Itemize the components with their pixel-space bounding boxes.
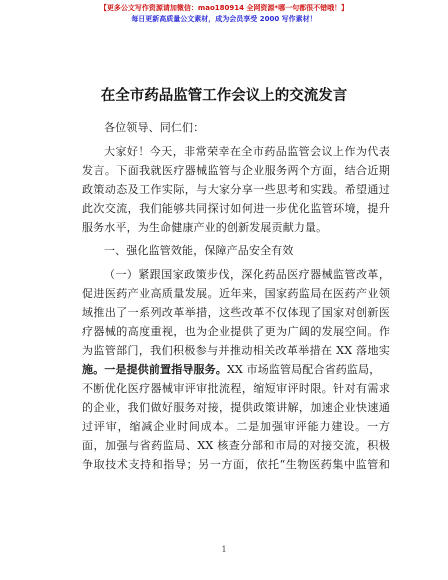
paragraph-1-line: 服务水平，为生命健康产业的创新发展贡献力量。 — [82, 221, 328, 234]
document-title: 在全市药品监管工作会议上的交流发言 — [100, 88, 348, 104]
paragraph-2-line: 的企业，我们做好服务对接，提供政策讲解，加速企业快速通 — [82, 401, 390, 414]
paragraph-2-line: 不断优化医疗器械审评审批流程，缩短审评时限。针对有需求 — [82, 382, 390, 395]
paragraph-1-line: 政策动态及工作实际，与大家分享一些思考和实践。希望通过 — [82, 183, 390, 196]
promo-banner-line-2: 每日更新高质量公文素材，成为会员享受 2000 写作素材！ — [131, 15, 317, 23]
promo-banner-line-1: 【更多公文写作资源请加微信：mao180914 全网资源*哪一句都很不错哦！】 — [99, 4, 349, 12]
section-heading-1: 一、强化监管效能，保障产品安全有效 — [104, 244, 294, 257]
paragraph-2-line: 争取技术支持和指导；另一方面，依托“生物医药集中监管和 — [82, 458, 390, 471]
paragraph-2-line: 为监管部门，我们积极参与并推动相关改革举措在 XX 落地实 — [82, 344, 390, 357]
paragraph-2-line: 面，加强与省药监局、XX 核查分部和市局的对接交流，积极 — [82, 439, 390, 452]
page-number: 1 — [221, 545, 227, 554]
paragraph-2-line: 疗器械的高度重视，也为企业提供了更为广阔的发展空间。作 — [82, 325, 390, 338]
paragraph-2-line: 促进医药产业高质量发展。近年来，国家药监局在医药产业领 — [82, 287, 390, 300]
paragraph-2-line: 域推出了一系列改革举措，这些改革不仅体现了国家对创新医 — [82, 306, 390, 319]
salutation: 各位领导、同仁们： — [104, 121, 205, 134]
paragraph-2-line: 过评审，缩减企业时间成本。二是加强审评能力建设。一方 — [82, 420, 390, 433]
normal-text: XX 市场监管局配合省药监局， — [226, 363, 381, 376]
paragraph-2-line: （一）紧跟国家政策步伐，深化药品医疗器械监管改革， — [104, 268, 390, 281]
paragraph-1-line: 此次交流，我们能够共同探讨如何进一步优化监管环境，提升 — [82, 202, 390, 215]
paragraph-2-mixed-line — [82, 362, 390, 377]
paragraph-1-line: 发言。下面我就医疗器械监管与企业服务两个方面，结合近期 — [82, 164, 390, 177]
paragraph-1-line: 大家好！今天，非常荣幸在全市药品监管会议上作为代表 — [104, 145, 390, 158]
bold-lead-text: 施。一是提供前置指导服务。 — [82, 363, 227, 376]
